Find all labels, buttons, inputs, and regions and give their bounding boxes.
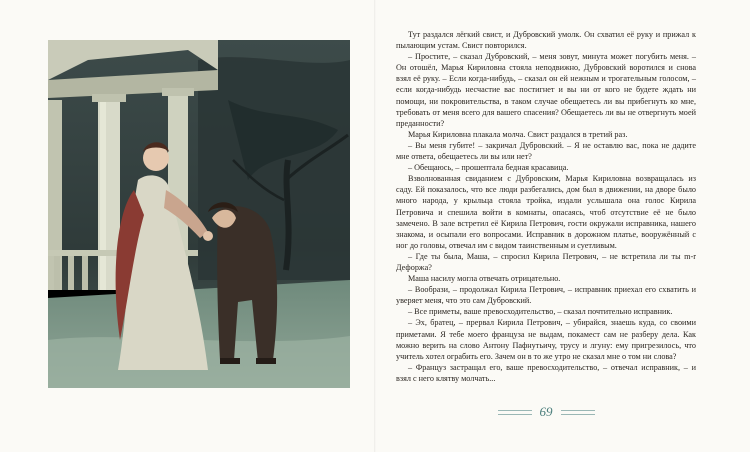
illustration-painting: [48, 40, 350, 388]
folio-rule-right: [561, 410, 595, 415]
paragraph: – Обещаюсь, – прошептала бедная красавица.: [408, 163, 569, 173]
paragraph: Маша насилу могла отвечать отрицательно.: [408, 274, 561, 284]
paragraph: – Эх, братец, – прервал Кирила Петрович, – убирайся, знаешь куда, со своими приметами. Я тебе моего француза не выдам, покамест сам не разберу дела. Как можно верить на слово Антону Пафнутьичу, трусу и лгуну: ему пригрезилось, что учитель хотел ограбить его. Зачем он в то же утро не сказал мне о том ни слова?: [396, 318, 696, 361]
illustration: [48, 40, 350, 388]
text-column: [396, 29, 696, 384]
paragraph: – Вы меня губите! – закричал Дубровский. – Я не оставлю вас, пока не дадите мне ответа, обещаетесь ли вы или нет?: [396, 140, 696, 162]
paragraph: – Француз застращал его, ваше превосходительство, – отвечал исправник, – и взял с него клятву молчать...: [396, 362, 696, 383]
folio-rule-left: [498, 410, 532, 415]
page-number-ornament: [476, 404, 616, 420]
paragraph: Тут раздался лёгкий свист, и Дубровский умолк. Он схватил её руку и прижал к пылающим устам. Свист повторился.: [396, 30, 696, 51]
paragraph: Взволнованная свиданием с Дубровским, Марья Кириловна возвращалась из саду. Ей показалось, что все люди разбегались, дом был в движении, на дворе было много народа, у крыльца стояла тройка, издали услышала она голос Кирила Петровича и спешила войти в комнаты, опасаясь, чтоб отсутствие её не было замечено. В зале встретил её Кирила Петрович, гости окружали исправника, нашего знакома, и осыпали его вопросами. Исправник в дорожном платье, вооружённый с ног до головы, отвечал им с видом таинственным и суетливым.: [396, 174, 696, 250]
paragraph: – Вообрази, – продолжал Кирила Петрович, – исправник приехал его схватить и уверяет меня, что это сам Дубровский.: [396, 285, 696, 306]
paragraph: – Где ты была, Маша, – спросил Кирила Петрович, – не встретила ли ты m-r Дефоржа?: [396, 251, 696, 272]
paragraph: – Простите, – сказал Дубровский, – меня зовут, минута может погубить меня. – Он отошёл, Марья Кириловна стояла неподвижно, Дубровский воротился и снова взял её руку. – Если когда-нибудь, – сказал он ей нежным и трогательным голосом, – если когда-нибудь несчастие вас постигнет и вы ни от кого не будете ждать ни помощи, ни покровительства, в таком случае обещаетесь ли вы прибегнуть ко мне, требовать от меня всего для вашего спасения? Обещаетесь ли вы не отвергнуть моей преданности?: [396, 52, 696, 128]
paragraph: Марья Кириловна плакала молча. Свист раздался в третий раз.: [408, 129, 628, 139]
paragraph: – Все приметы, ваше превосходительство, – сказал почтительно исправник.: [408, 307, 673, 317]
page-gutter: [374, 0, 376, 452]
page-number: 69: [539, 404, 553, 419]
